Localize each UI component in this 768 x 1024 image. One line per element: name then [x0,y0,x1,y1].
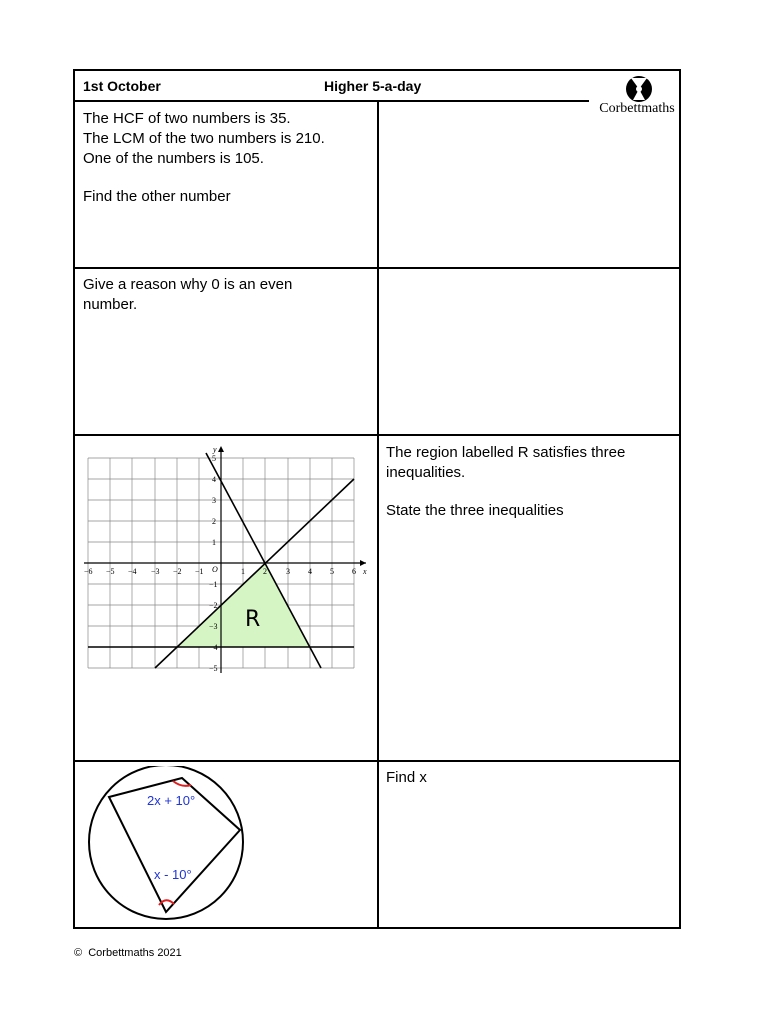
y-tick-label: −2 [209,601,218,610]
date-label: 1st October [83,78,161,94]
y-tick-label: −5 [209,664,218,673]
x-tick-label: −5 [106,567,115,576]
x-tick-label: −2 [173,567,182,576]
question-1 [83,109,325,207]
corbettmaths-logo [593,73,681,121]
row-divider-1 [75,267,679,269]
x-tick-label: −3 [151,567,160,576]
circle [89,766,243,919]
question-4 [386,768,427,788]
row-divider-2 [75,434,679,436]
question-3-instruction: State the three inequalities [386,502,564,519]
question-1-line: One of the numbers is 105. [83,150,264,167]
y-tick-label: −1 [209,580,218,589]
angle-label-top: 2x + 10° [147,793,196,808]
worksheet [73,69,681,929]
cyclic-quadrilateral-diagram [83,766,248,921]
y-tick-label: 5 [212,454,216,463]
y-tick-label: 4 [212,475,216,484]
header [75,71,679,116]
x-tick-label: 5 [330,567,334,576]
y-axis-arrow [218,446,224,452]
question-1-line: The HCF of two numbers is 35. [83,110,291,127]
header-divider [75,100,589,102]
x-tick-label: −1 [195,567,204,576]
question-3-line: The region labelled R satisfies three [386,444,626,461]
x-tick-label: 2 [263,567,267,576]
page-title: Higher 5-a-day [324,78,422,94]
copyright-symbol: © [74,947,83,959]
y-axis-label: y [213,445,217,454]
x-tick-label: −6 [84,567,93,576]
coordinate-grid [80,444,375,679]
origin-label: O [212,565,218,574]
question-2-line: number. [83,296,138,313]
x-tick-label: 3 [286,567,290,576]
angle-label-bottom: x - 10° [154,867,192,882]
logo-text: Corbettmaths [599,101,675,116]
question-3-line: inequalities. [386,464,466,481]
x-axis-arrow [360,560,366,566]
question-3 [386,443,625,521]
footer [74,947,182,959]
question-1-line: The LCM of the two numbers is 210. [83,130,325,147]
footer-text: Corbettmaths 2021 [88,947,182,959]
x-tick-label: 4 [308,567,312,576]
question-1-instruction: Find the other number [83,188,231,205]
y-tick-label: −4 [209,643,218,652]
x-tick-label: −4 [128,567,137,576]
y-tick-label: 3 [212,496,216,505]
question-4-instruction: Find x [386,769,427,786]
x-tick-label: 1 [241,567,245,576]
y-tick-label: 1 [212,538,216,547]
question-2 [83,275,292,315]
x-tick-label: 6 [352,567,356,576]
column-divider [377,101,379,927]
logo-icon [593,73,681,103]
y-tick-label: −3 [209,622,218,631]
row-divider-3 [75,760,679,762]
y-tick-label: 2 [212,517,216,526]
x-axis-label: x [363,567,367,576]
region-label: R [245,607,261,632]
question-2-line: Give a reason why 0 is an even [83,276,293,293]
